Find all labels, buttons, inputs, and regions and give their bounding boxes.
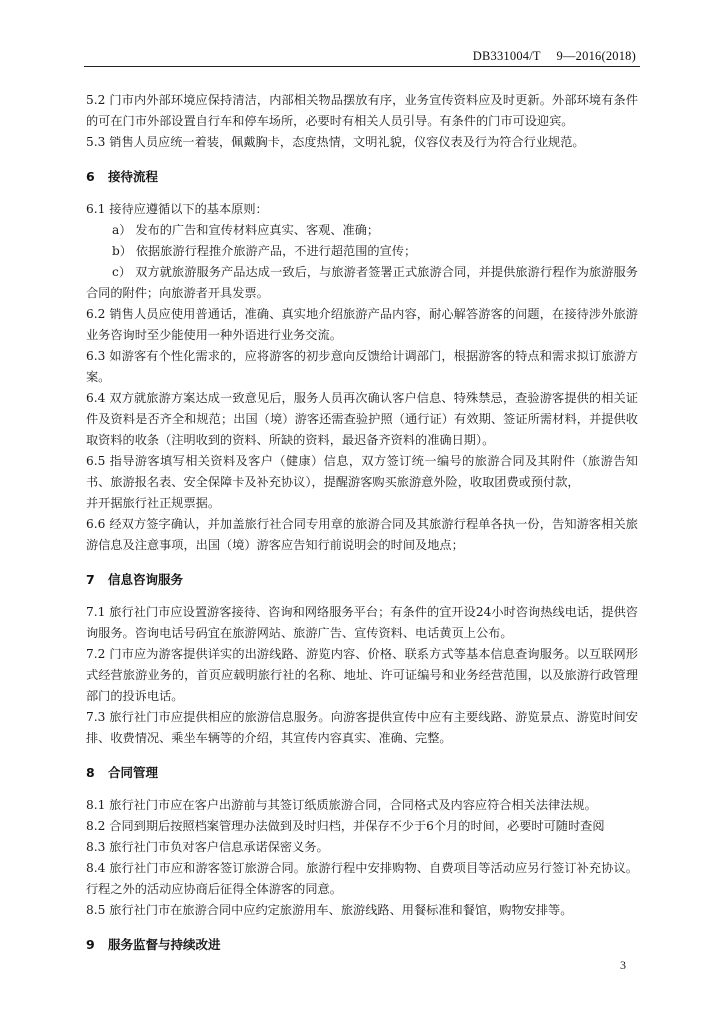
clause-paragraph: 8.4 旅行社门市应和游客签订旅游合同。旅游行程中安排购物、自费项目等活动应另行签订补充协议。行程之外的活动应协商后征得全体游客的同意。: [86, 861, 638, 896]
document-body: [86, 90, 638, 967]
section-number: 8: [86, 765, 95, 780]
clause-paragraph: 6.1 接待应遵循以下的基本原则：: [86, 202, 268, 216]
clause-paragraph: 6.6 经双方签字确认，并加盖旅行社合同专用章的旅游合同及其旅游行程单各执一份，告知游客相关旅游信息及注意事项，出国（境）游客应告知行前说明会的时间及地点；: [86, 517, 638, 552]
clause-paragraph: 5.3 销售人员应统一着装，佩戴胸卡，态度热情，文明礼貌，仪容仪表及行为符合行业规范。: [86, 135, 585, 149]
clause-paragraph: 并开据旅行社正规票据。: [86, 496, 221, 510]
section-number: 9: [86, 937, 95, 952]
clause-paragraph: 7.2 门市应为游客提供详实的出游线路、游览内容、价格、联系方式等基本信息查询服务。以互联网形式经营旅游业务的，首页应载明旅行社的名称、地址、许可证编号和业务经营范围，以及旅游行政管理部门的投诉电话。: [86, 647, 638, 703]
clause-paragraph: 6.4 双方就旅游方案达成一致意见后，服务人员再次确认客户信息、特殊禁忌，查验游客提供的相关证件及资料是否齐全和规范；出国（境）游客还需查验护照（通行证）有效期、签证所需材料，并提供收取资料的收条（注明收到的资料、所缺的资料，最迟备齐资料的准确日期）。: [86, 391, 638, 447]
section-title: 信息咨询服务: [108, 572, 184, 587]
standard-code-header: DB331004/T 9—2016(2018): [472, 49, 636, 63]
clause-paragraph: 7.3 旅行社门市应提供相应的旅游信息服务。向游客提供宣传中应有主要线路、游览景点、游览时间安排、收费情况、乘坐车辆等的介绍，其宣传内容真实、准确、完整。: [86, 710, 638, 745]
section-heading: [86, 569, 638, 590]
clause-paragraph: 8.1 旅行社门市应在客户出游前与其签订纸质旅游合同，合同格式及内容应符合相关法律法规。: [86, 798, 597, 812]
header-divider: [84, 66, 640, 67]
section-title: 服务监督与持续改进: [108, 937, 221, 952]
clause-paragraph: 6.3 如游客有个性化需求的，应将游客的初步意向反馈给计调部门，根据游客的特点和需求拟订旅游方案。: [86, 349, 638, 384]
list-item: a） 发布的广告和宣传材料应真实、客观、准确；: [112, 223, 380, 237]
clause-paragraph: 7.1 旅行社门市应设置游客接待、咨询和网络服务平台；有条件的宜开设24小时咨询热线电话，提供咨询服务。咨询电话号码宜在旅游网站、旅游广告、宣传资料、电话黄页上公布。: [86, 605, 638, 640]
section-number: 6: [86, 169, 95, 184]
clause-paragraph: 8.3 旅行社门市负对客户信息承诺保密义务。: [86, 840, 329, 854]
list-item: b） 依据旅游行程推介旅游产品，不进行超范围的宣传；: [112, 244, 417, 258]
section-heading: [86, 934, 638, 955]
clause-paragraph: 6.5 指导游客填写相关资料及客户（健康）信息，双方签订统一编号的旅游合同及其附件（旅游告知书、旅游报名表、安全保障卡及补充协议），提醒游客购买旅游意外险，收取团费或预付款，: [86, 454, 638, 489]
section-number: 7: [86, 572, 95, 587]
clause-paragraph: 8.5 旅行社门市在旅游合同中应约定旅游用车、旅游线路、用餐标准和餐馆，购物安排等。: [86, 903, 573, 917]
clause-paragraph: 5.2 门市内外部环境应保持清洁，内部相关物品摆放有序，业务宣传资料应及时更新。外部环境有条件的可在门市外部设置自行车和停车场所，必要时有相关人员引导。有条件的门市可设迎宾。: [86, 93, 638, 128]
section-title: 接待流程: [108, 169, 159, 184]
clause-paragraph: 6.2 销售人员应使用普通话，准确、真实地介绍旅游产品内容，耐心解答游客的问题，在接待涉外旅游业务咨询时至少能使用一种外语进行业务交流。: [86, 307, 638, 342]
list-item: c） 双方就旅游服务产品达成一致后，与旅游者签署正式旅游合同，并提供旅游行程作为旅游服务合同的附件；向旅游者开具发票。: [86, 265, 638, 300]
section-heading: [86, 762, 638, 783]
section-heading: [86, 166, 638, 187]
section-title: 合同管理: [108, 765, 159, 780]
clause-paragraph: 8.2 合同到期后按照档案管理办法做到及时归档，并保存不少于6个月的时间，必要时可随时查阅: [86, 819, 605, 833]
page-number: 3: [620, 958, 626, 972]
